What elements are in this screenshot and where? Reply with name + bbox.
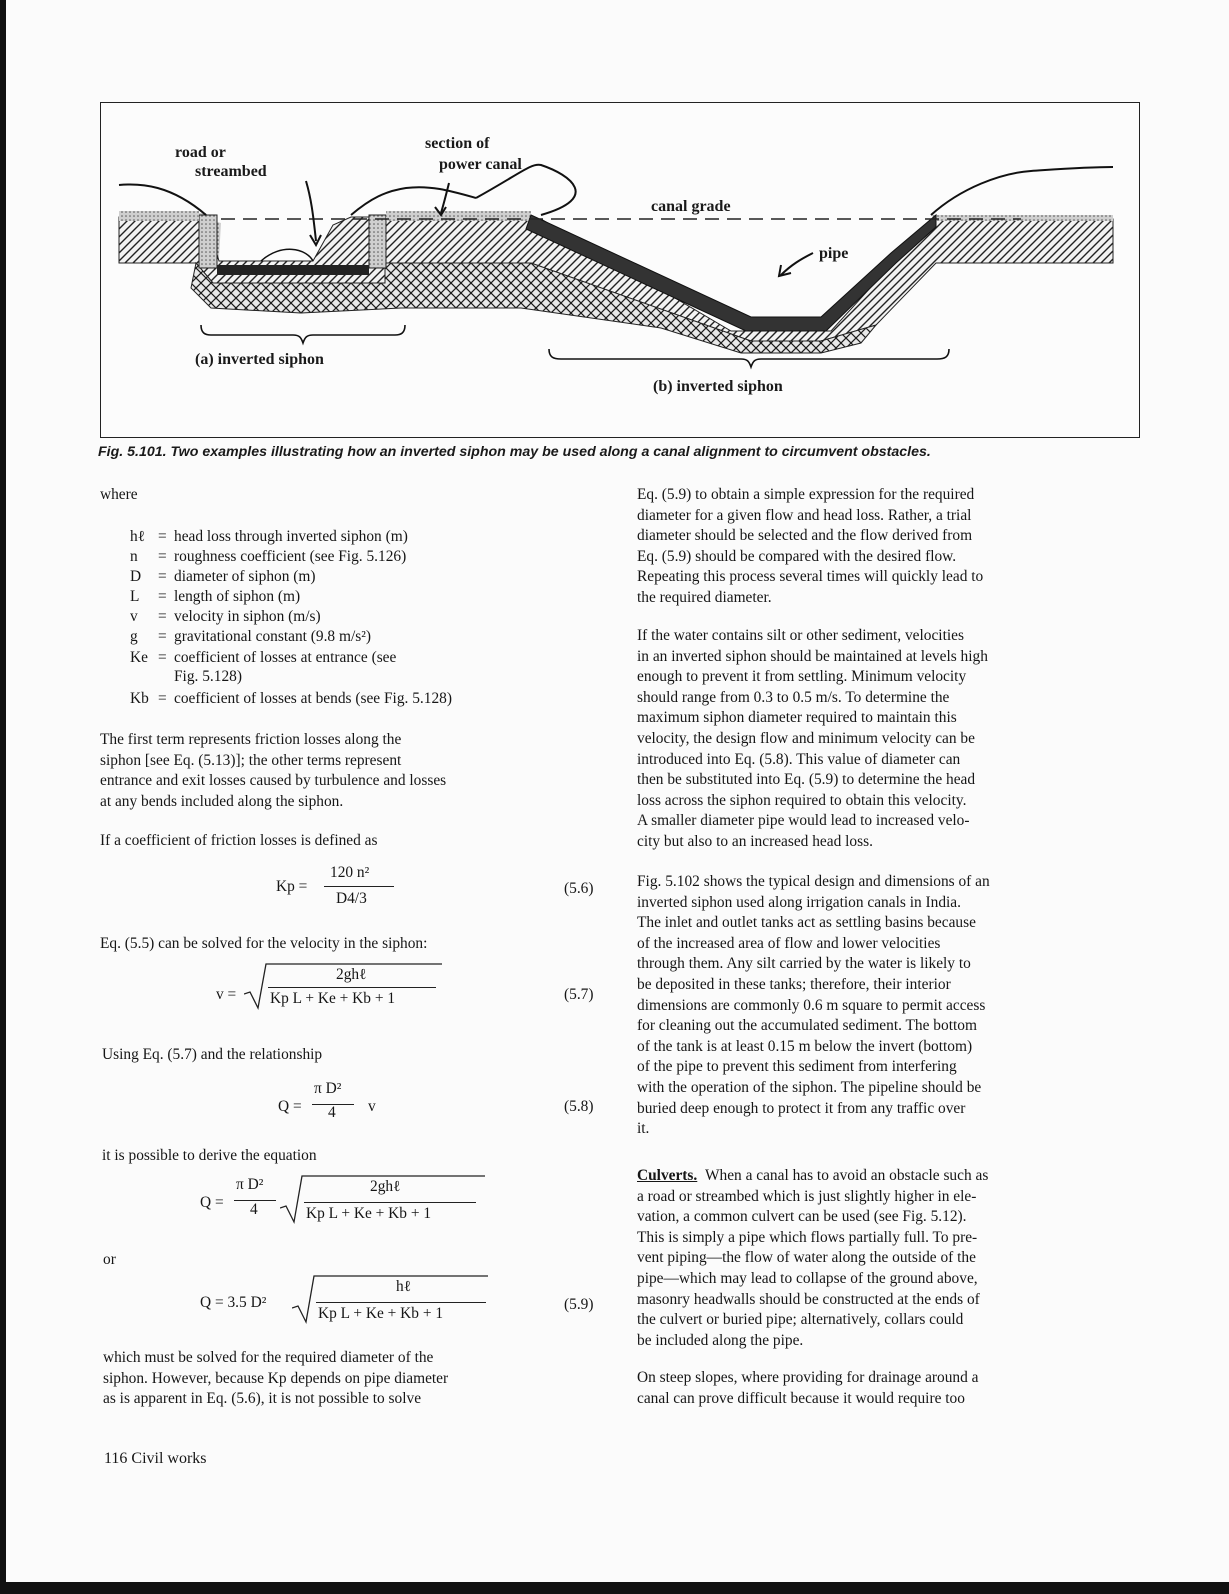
paragraph-velocity: Eq. (5.5) can be solved for the velocity in the siphon: [100,935,428,952]
equation-number-5-7: (5.7) [564,986,594,1003]
figure-caption: Fig. 5.101. Two examples illustrating how an inverted siphon may be used along a canal alignment to circumvent obstacles. [98,444,931,460]
equation-number-5-8: (5.8) [564,1098,594,1115]
paragraph-friction-losses: The first term represents friction losses along the siphon [see Eq. (5.13)]; the other terms represent entrance and exit losses caused by turbulence and losses at any bends included along the siphon. [100,731,447,810]
culverts-heading: Culverts. [637,1167,698,1184]
paragraph-coefficient-defined: If a coefficient of friction losses is defined as [100,832,378,849]
figure-inverted-siphon [100,102,1140,438]
label-section-of: section of [425,135,490,152]
or-label: or [103,1251,116,1268]
equation-number-5-9: (5.9) [564,1296,594,1313]
equation-number-5-6: (5.6) [564,880,594,897]
label-streambed: streambed [195,163,267,180]
paragraph-silt-velocity: If the water contains silt or other sediment, velocities in an inverted siphon should be maintained at levels high enough to prevent it from settling. Minimum velocity should range from 0.3 to 0.5 m/s. To determine the maximum siphon diameter required to maintain this velocity, the design flow and minimum velocity can be introduced into Eq. (5.8). This value of diameter can then be substituted into Eq. (5.9) to determine the head loss across the siphon required to obtain this velocity. A smaller diameter pipe would lead to increased velo- city but also to an increased head loss. [637,627,988,850]
paragraph-trial-diameter: Eq. (5.9) to obtain a simple expression for the required diameter for a given flow and head loss. Rather, a trial diameter should be selected and the flow derived from Eq. (5.9) should be compared with the desired flow. Repeating this process several times will quickly lead to the required diameter. [637,486,984,606]
paragraph-derive: it is possible to derive the equation [102,1147,317,1164]
paragraph-india-siphon: Fig. 5.102 shows the typical design and dimensions of an inverted siphon used along irrigation canals in India. The inlet and outlet tanks act as settling basins because of the increased area of flow and lower velocities through them. Any silt carried by the water is likely to be deposited in these tanks; therefore, their interior dimensions are commonly 0.6 m square to permit access for cleaning out the accumulated sediment. The bottom of the tank is at least 0.15 m below the invert (bottom) of the pipe to prevent this sediment from interfering with the operation of the siphon. The pipeline should be buried deep enough to protect it from any traffic over it. [637,873,990,1138]
scan-bottom-edge [0,1582,1229,1594]
where-label: where [100,486,138,503]
label-canal-grade: canal grade [651,198,731,215]
page-footer: 116 Civil works [104,1450,207,1467]
siphon-illustration [101,103,1141,439]
paragraph-steep-slopes: On steep slopes, where providing for drainage around a canal can prove difficult because it would require too [637,1369,979,1407]
label-pipe: pipe [819,245,849,262]
paragraph-relationship: Using Eq. (5.7) and the relationship [102,1046,323,1063]
label-power-canal: power canal [439,156,522,173]
label-road-or: road or [175,144,226,161]
paragraph-culverts: Culverts. When a canal has to avoid an obstacle such as a road or streambed which is just slightly higher in ele- vation, a common culvert can be used (see Fig. 5.12). This is simply a pipe which flows partially full. To pre- vent piping—the flow of water along the outside of the pipe—which may lead to collapse of the ground above, masonry headwalls should be constructed at the ends of the culvert or buried pipe; alternatively, collars could be included along the pipe. [637,1167,989,1349]
label-siphon-b: (b) inverted siphon [653,378,783,395]
scan-left-edge [0,0,6,1594]
label-siphon-a: (a) inverted siphon [195,351,324,368]
paragraph-must-be-solved: which must be solved for the required diameter of the siphon. However, because Kp depends on pipe diameter as is apparent in Eq. (5.6), it is not possible to solve [103,1349,449,1408]
